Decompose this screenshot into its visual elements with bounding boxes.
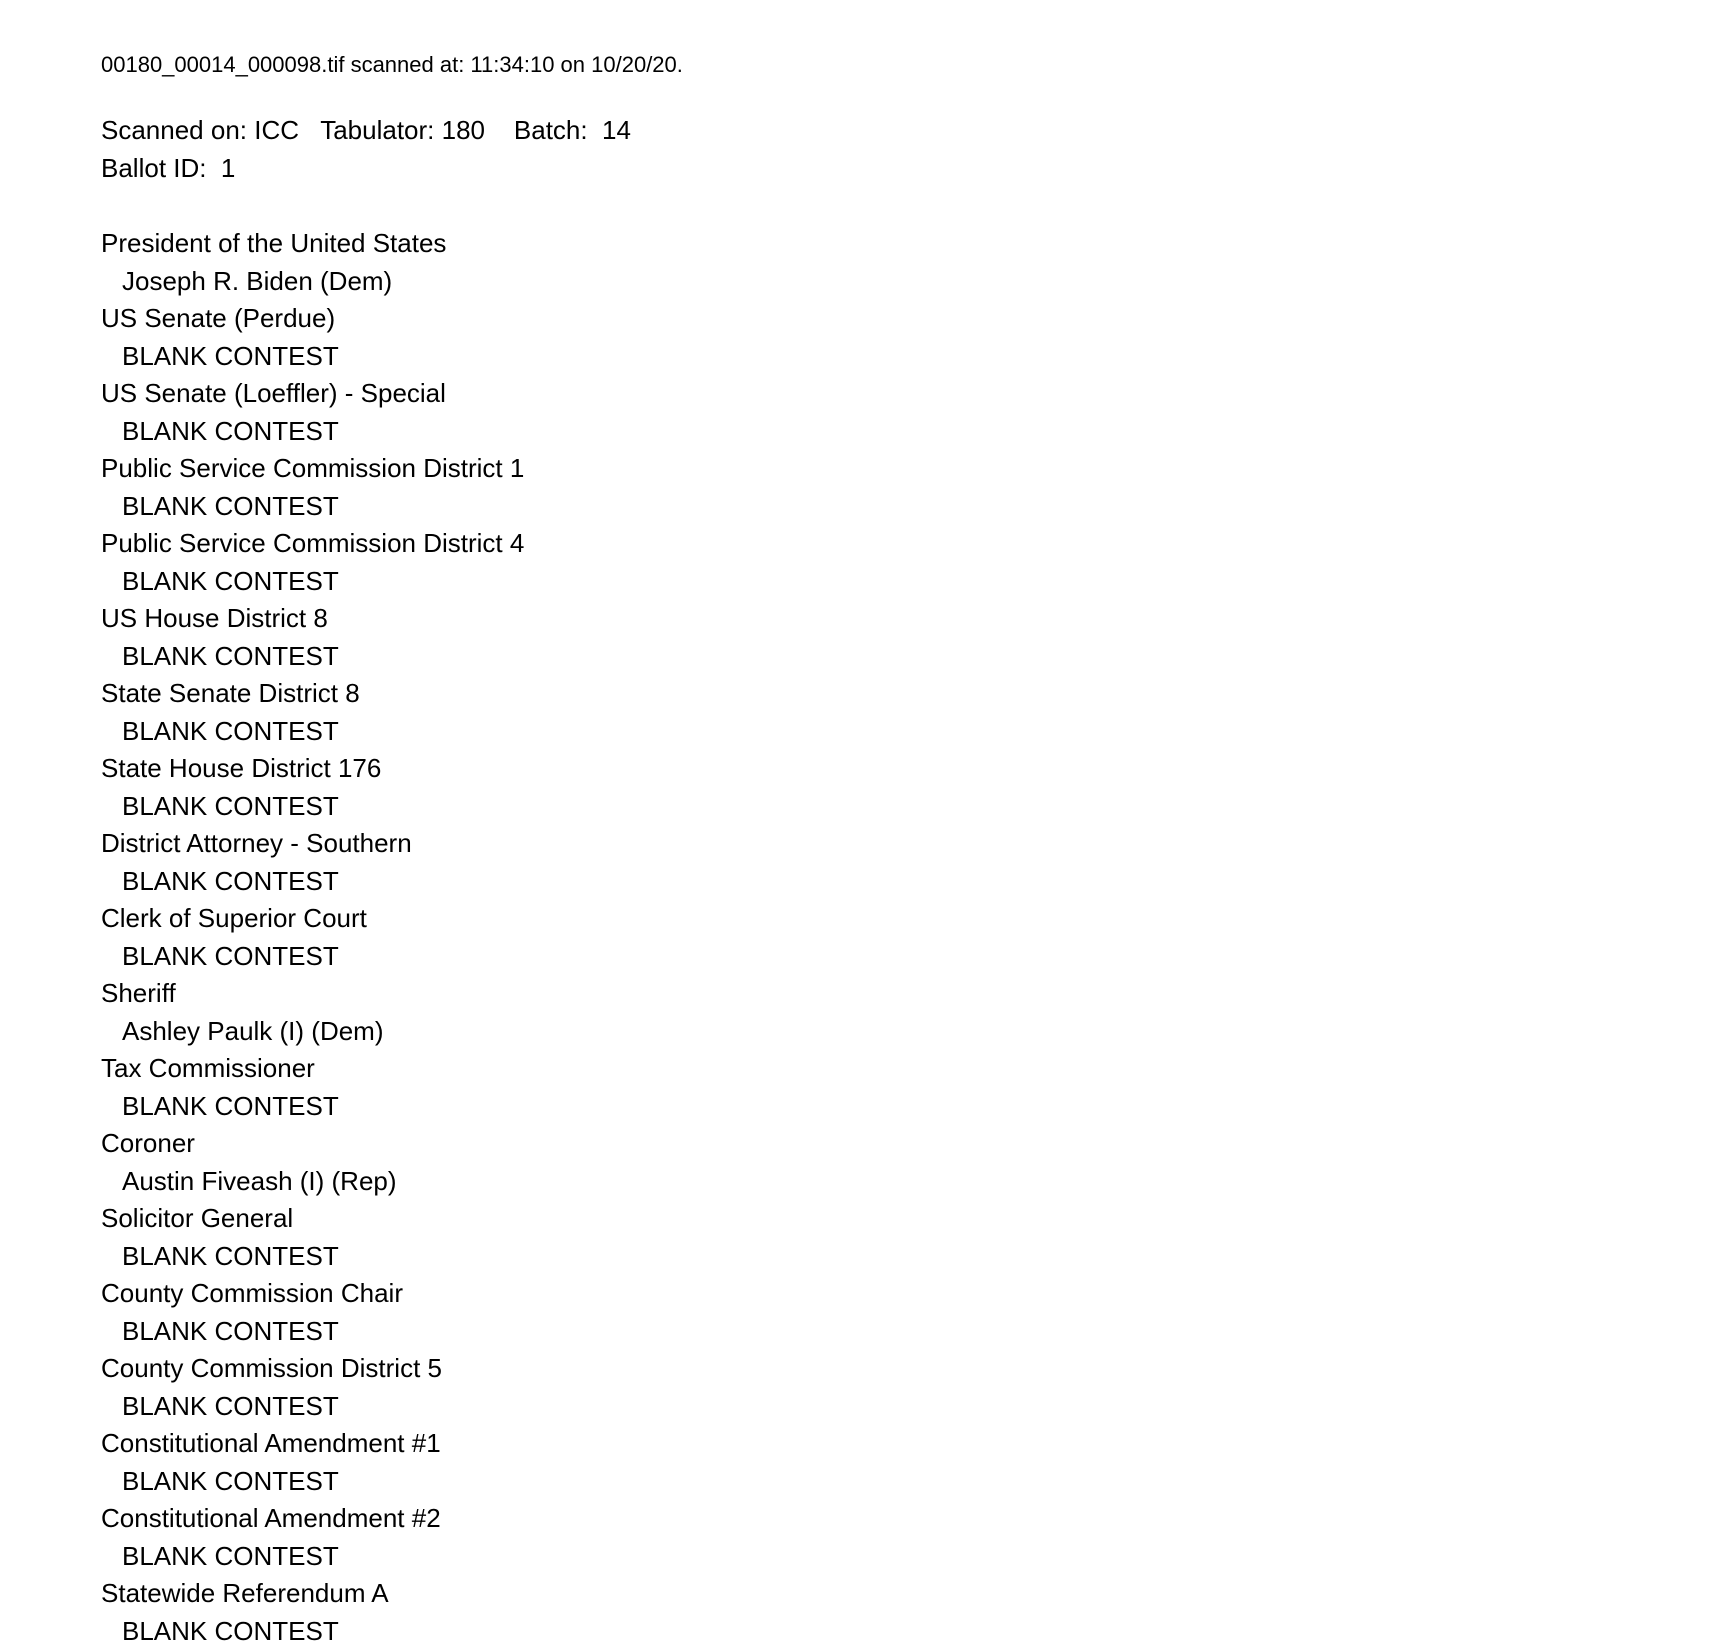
contest-choice: BLANK CONTEST [101, 563, 524, 601]
contest-title: State Senate District 8 [101, 675, 524, 713]
contest-title: Constitutional Amendment #1 [101, 1425, 524, 1463]
contest-title: Tax Commissioner [101, 1050, 524, 1088]
contest-title: Public Service Commission District 1 [101, 450, 524, 488]
contest-choice: BLANK CONTEST [101, 1388, 524, 1426]
contest-choice: Joseph R. Biden (Dem) [101, 263, 524, 301]
contest-choice: BLANK CONTEST [101, 713, 524, 751]
contest-title: Statewide Referendum A [101, 1575, 524, 1613]
contest-choice: BLANK CONTEST [101, 863, 524, 901]
contest-title: Solicitor General [101, 1200, 524, 1238]
contest-choice: BLANK CONTEST [101, 938, 524, 976]
contest-title: Constitutional Amendment #2 [101, 1500, 524, 1538]
contest-title: District Attorney - Southern [101, 825, 524, 863]
contest-choice: BLANK CONTEST [101, 413, 524, 451]
scanner-tabulator-batch: Scanned on: ICC Tabulator: 180 Batch: 14 [101, 115, 631, 145]
contest-title: US Senate (Perdue) [101, 300, 524, 338]
contest-title: President of the United States [101, 225, 524, 263]
contest-title: Clerk of Superior Court [101, 900, 524, 938]
contest-choice: BLANK CONTEST [101, 1088, 524, 1126]
scan-info-line: 00180_00014_000098.tif scanned at: 11:34:10 on 10/20/20. [101, 52, 683, 78]
contest-choice: BLANK CONTEST [101, 1463, 524, 1501]
contest-choice: BLANK CONTEST [101, 1613, 524, 1650]
contest-title: US House District 8 [101, 600, 524, 638]
contest-title: County Commission Chair [101, 1275, 524, 1313]
contest-title: County Commission District 5 [101, 1350, 524, 1388]
contest-title: Public Service Commission District 4 [101, 525, 524, 563]
contest-choice: BLANK CONTEST [101, 638, 524, 676]
contest-list [101, 225, 524, 1650]
contest-title: State House District 176 [101, 750, 524, 788]
contest-choice: BLANK CONTEST [101, 338, 524, 376]
contest-title: Coroner [101, 1125, 524, 1163]
contest-choice: Ashley Paulk (I) (Dem) [101, 1013, 524, 1051]
contest-choice: BLANK CONTEST [101, 488, 524, 526]
contest-choice: BLANK CONTEST [101, 1313, 524, 1351]
contest-choice: Austin Fiveash (I) (Rep) [101, 1163, 524, 1201]
ballot-id: Ballot ID: 1 [101, 153, 235, 183]
contest-choice: BLANK CONTEST [101, 1538, 524, 1576]
contest-title: Sheriff [101, 975, 524, 1013]
contest-choice: BLANK CONTEST [101, 1238, 524, 1276]
contest-title: US Senate (Loeffler) - Special [101, 375, 524, 413]
contest-choice: BLANK CONTEST [101, 788, 524, 826]
